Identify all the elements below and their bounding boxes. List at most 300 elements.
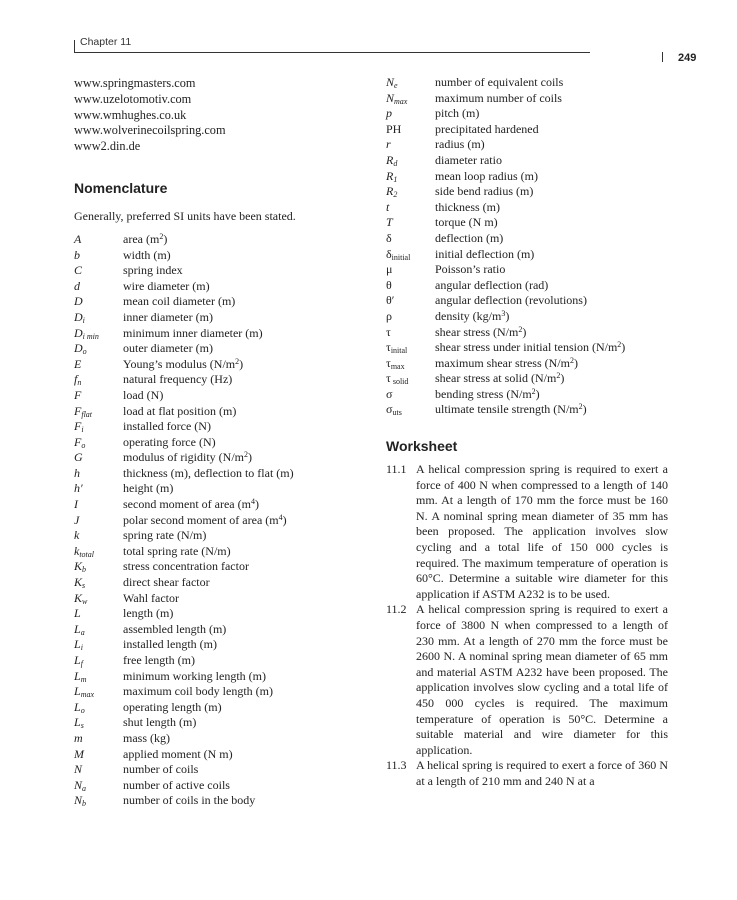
definition-text: modulus of rigidity (N/m [123,450,244,465]
nomenclature-definition [435,247,668,263]
symbol-base: J [74,512,80,527]
symbol-subscript: i min [82,331,99,341]
unit-exponent: 2 [244,450,248,460]
nomenclature-definition [435,325,668,341]
definition-tail: ) [621,340,626,355]
symbol-base: δ [386,246,392,261]
symbol-base: p [386,106,392,121]
nomenclature-row [74,466,364,482]
nomenclature-symbol [74,310,123,326]
nomenclature-row [74,294,364,310]
header-tick-right [662,52,663,62]
symbol-base: N [74,777,83,792]
definition-tail: ) [163,231,168,246]
definition-text: outer diameter (m) [123,341,213,356]
symbol-base: T [386,215,393,230]
definition-tail: ) [254,497,259,512]
symbol-subscript: o [81,440,86,450]
nomenclature-row [386,169,668,185]
symbol-base: N [74,762,83,777]
nomenclature-definition [435,75,668,91]
symbol-base: D [74,294,83,309]
symbol-base: A [74,231,82,246]
nomenclature-definition [123,404,364,420]
nomenclature-definition [123,419,364,435]
nomenclature-symbol [386,200,435,216]
symbol-subscript: d [393,158,398,168]
nomenclature-symbol [74,513,123,529]
nomenclature-row [74,606,364,622]
nomenclature-symbol [386,325,435,341]
symbol-subscript: w [82,596,88,606]
nomenclature-symbol [386,309,435,325]
symbol-base: K [74,559,83,574]
nomenclature-symbol [386,75,435,91]
symbol-base: δ [386,230,392,245]
symbol-base: F [74,419,82,434]
definition-text: precipitated hardened [435,121,539,136]
definition-text: number of equivalent coils [435,75,564,89]
unit-exponent: 2 [578,402,583,412]
nomenclature-symbol [74,669,123,685]
nomenclature-row [74,435,364,451]
nomenclature-symbol [74,450,123,466]
worksheet-item [386,462,668,602]
symbol-subscript: inital [390,346,408,356]
symbol-subscript: max [394,96,408,106]
nomenclature-definition [123,715,364,731]
nomenclature-symbol [386,153,435,169]
symbol-base: f [74,372,78,387]
symbol-base: F [74,403,82,418]
definition-text: load (N) [123,387,164,402]
nomenclature-row [386,325,668,341]
definition-tail: ) [573,355,578,370]
url-link[interactable]: www.wmhughes.co.uk [74,107,187,122]
symbol-subscript: m [80,674,87,684]
definition-text: shear stress (N/m [435,324,519,339]
symbol-base: E [74,356,82,371]
symbol-base: L [74,715,81,730]
definition-tail: ) [522,324,527,339]
nomenclature-row [386,91,668,107]
nomenclature-definition [435,169,668,185]
definition-tail: ) [248,450,252,465]
nomenclature-definition [123,528,364,544]
unit-exponent: 2 [159,231,164,241]
nomenclature-symbol [74,528,123,544]
symbol-subscript: b [82,799,87,809]
nomenclature-definition [123,450,364,466]
url-link[interactable]: www.wolverinecoilspring.com [74,123,226,138]
definition-text: total spring rate (N/m) [123,543,231,558]
nomenclature-row [74,497,364,513]
definition-text: radius (m) [435,137,485,152]
worksheet-item [386,602,668,758]
nomenclature-definition [123,310,364,326]
worksheet-item-number: 11.2 [386,602,407,617]
symbol-subscript: a [80,627,85,637]
nomenclature-row [386,340,668,356]
symbol-subscript: o [80,705,85,715]
symbol-base: τ [386,371,391,386]
nomenclature-symbol [386,169,435,185]
nomenclature-definition [123,793,364,809]
nomenclature-row [386,122,668,138]
unit-exponent: 2 [569,355,574,365]
nomenclature-symbol [74,637,123,653]
nomenclature-symbol [74,279,123,295]
nomenclature-row [74,715,364,731]
nomenclature-symbol [386,340,435,356]
symbol-subscript: f [80,659,83,669]
chapter-label: Chapter 11 [80,36,132,48]
nomenclature-symbol [74,248,123,264]
nomenclature-definition [123,637,364,653]
symbol-base: r [386,137,391,152]
nomenclature-row [74,793,364,809]
nomenclature-row [74,388,364,404]
nomenclature-row [74,544,364,560]
nomenclature-definition [123,294,364,310]
url-list [74,76,364,155]
definition-text: maximum number of coils [435,90,562,105]
definition-text: polar second moment of area (m [123,512,279,527]
symbol-subscript: o [82,347,87,357]
definition-text: installed force (N) [123,419,211,434]
symbol-base: D [74,309,83,324]
nomenclature-symbol [74,481,123,497]
url-link[interactable]: www2.din.de [74,139,141,154]
nomenclature-definition [435,122,668,138]
nomenclature-symbol [386,371,435,387]
nomenclature-row [386,278,668,294]
nomenclature-row [386,153,668,169]
nomenclature-definition [123,762,364,778]
nomenclature-row [74,279,364,295]
nomenclature-definition [435,91,668,107]
definition-text: free length (m) [123,653,195,668]
symbol-subscript: 2 [393,190,398,200]
nomenclature-definition [123,606,364,622]
nomenclature-row [386,231,668,247]
nomenclature-list-right [386,75,668,418]
page-number: 249 [678,52,697,64]
definition-tail: ) [535,386,540,401]
nomenclature-row [386,247,668,263]
symbol-base: K [74,590,83,605]
nomenclature-row [74,684,364,700]
nomenclature-intro: Generally, preferred SI units have been stated. [74,208,296,223]
symbol-base: C [74,263,83,278]
worksheet-heading: Worksheet [386,438,458,455]
symbol-base: PH [386,121,402,136]
nomenclature-symbol [74,326,123,342]
nomenclature-definition [435,340,668,356]
nomenclature-row [74,669,364,685]
nomenclature-definition [123,481,364,497]
definition-tail: ) [282,512,287,527]
nomenclature-definition [123,466,364,482]
symbol-base: μ [386,262,393,277]
symbol-base: M [74,746,84,761]
definition-text: side bend radius (m) [435,184,534,199]
symbol-base: L [74,668,81,683]
nomenclature-row [386,184,668,200]
nomenclature-row [74,248,364,264]
nomenclature-row [74,263,364,279]
symbol-base: k [74,543,80,558]
definition-text: ultimate tensile strength (N/m [435,402,579,417]
symbol-subscript: max [80,690,95,700]
nomenclature-symbol [74,653,123,669]
nomenclature-symbol [74,341,123,357]
nomenclature-definition [123,575,364,591]
nomenclature-symbol [386,184,435,200]
nomenclature-definition [123,731,364,747]
unit-exponent: 2 [235,356,240,366]
worksheet-item-number: 11.1 [386,462,407,477]
worksheet-item-text: A helical compression spring is required to exert a force of 3800 N when compressed to a length of 230 mm. At a length of 270 mm the force must be 2600 N. A nominal spring mean diameter of 65 mm and material ASTM A232 have been proposed. The application involves slow cycling and a total life of 450 000 cycles is required. The maximum temperature of operation is 50°C. Determine a suitable material and wire diameter for this application. [416,602,668,757]
symbol-subscript: a [82,783,87,793]
nomenclature-symbol [74,575,123,591]
nomenclature-definition [123,544,364,560]
definition-text: applied moment (N m) [123,746,233,761]
symbol-subscript: total [79,549,94,559]
symbol-base: b [74,247,80,262]
url-link[interactable]: www.springmasters.com [74,76,196,90]
unit-exponent: 4 [278,512,283,522]
nomenclature-row [386,200,668,216]
nomenclature-definition [435,231,668,247]
nomenclature-definition [123,653,364,669]
nomenclature-row [74,591,364,607]
url-link[interactable]: www.uzelotomotiv.com [74,91,192,106]
definition-text: inner diameter (m) [123,309,213,324]
left-column [74,76,364,809]
nomenclature-definition [123,778,364,794]
nomenclature-row [386,106,668,122]
symbol-subscript: max [390,361,405,371]
nomenclature-symbol [74,435,123,451]
nomenclature-row [74,637,364,653]
definition-text: maximum shear stress (N/m [435,355,570,370]
nomenclature-symbol [386,387,435,403]
definition-text: Young’s modulus (N/m [123,356,236,371]
nomenclature-symbol [386,137,435,153]
worksheet-item-text: A helical spring is required to exert a force of 360 N at a length of 210 mm and 240 N at a [416,758,668,788]
definition-text: pitch (m) [435,106,480,121]
symbol-base: L [74,606,81,621]
unit-exponent: 2 [518,324,523,334]
definition-text: minimum inner diameter (m) [123,325,263,340]
nomenclature-row [74,653,364,669]
worksheet-list [386,462,668,789]
nomenclature-row [386,387,668,403]
symbol-base: L [74,653,81,668]
nomenclature-symbol [386,106,435,122]
nomenclature-row [74,450,364,466]
nomenclature-symbol [74,684,123,700]
worksheet-item-number: 11.3 [386,758,407,773]
nomenclature-definition [435,106,668,122]
nomenclature-symbol [74,404,123,420]
symbol-subscript: uts [392,408,402,418]
nomenclature-definition [435,200,668,216]
nomenclature-definition [123,263,364,279]
symbol-subscript: s [80,721,84,731]
definition-text: operating length (m) [123,699,222,714]
nomenclature-definition [435,184,668,200]
definition-text: mass (kg) [123,730,170,745]
definition-text: area (m [123,231,160,246]
definition-text: thickness (m), deflection to flat (m) [123,465,294,480]
definition-text: deflection (m) [435,230,504,245]
symbol-base: L [74,621,81,636]
definition-text: spring index [123,263,183,278]
unit-exponent: 3 [501,308,506,318]
symbol-base: K [74,575,83,590]
unit-exponent: 2 [531,386,536,396]
nomenclature-row [386,75,668,91]
unit-exponent: 2 [617,340,622,350]
symbol-subscript: initial [391,252,411,262]
definition-tail: ) [239,356,244,371]
symbol-base: N [74,793,83,808]
nomenclature-definition [123,622,364,638]
nomenclature-definition [123,388,364,404]
symbol-subscript: flat [81,409,93,419]
definition-text: width (m) [123,247,171,262]
definition-text: length (m) [123,606,174,621]
nomenclature-row [74,513,364,529]
definition-text: mean loop radius (m) [435,168,538,183]
nomenclature-row [74,357,364,373]
symbol-base: h [74,465,80,480]
symbol-base: D [74,325,83,340]
nomenclature-definition [123,497,364,513]
symbol-base: k [74,528,80,543]
nomenclature-definition [123,248,364,264]
definition-text: natural frequency (Hz) [123,372,233,387]
nomenclature-symbol [386,402,435,418]
definition-tail: ) [582,402,587,417]
nomenclature-row [386,356,668,372]
symbol-base: N [386,90,395,105]
nomenclature-definition [435,356,668,372]
nomenclature-definition [123,372,364,388]
nomenclature-symbol [74,372,123,388]
definition-text: installed length (m) [123,637,217,652]
definition-text: angular deflection (revolutions) [435,293,587,308]
nomenclature-row [74,372,364,388]
definition-text: initial deflection (m) [435,246,535,261]
definition-text: density (kg/m [435,308,502,323]
symbol-subscript: 1 [393,174,398,184]
nomenclature-row [386,402,668,418]
definition-text: mean coil diameter (m) [123,294,236,309]
nomenclature-row [386,293,668,309]
nomenclature-row [74,481,364,497]
definition-text: spring rate (N/m) [123,528,207,543]
nomenclature-heading: Nomenclature [74,179,168,196]
symbol-base: t [386,199,390,214]
right-column [386,75,668,790]
nomenclature-definition [123,341,364,357]
definition-text: operating force (N) [123,434,216,449]
nomenclature-symbol [386,247,435,263]
definition-text: number of coils [123,762,199,777]
definition-text: wire diameter (m) [123,278,210,293]
symbol-base: L [74,637,81,652]
nomenclature-symbol [386,262,435,278]
nomenclature-symbol [74,715,123,731]
unit-exponent: 2 [556,371,561,381]
nomenclature-symbol [74,778,123,794]
nomenclature-definition [435,387,668,403]
nomenclature-definition [435,402,668,418]
nomenclature-definition [435,371,668,387]
definition-text: number of coils in the body [123,793,256,808]
symbol-subscript: e [394,81,398,90]
definition-text: torque (N m) [435,215,498,230]
nomenclature-symbol [74,357,123,373]
symbol-subscript: i [82,315,85,325]
nomenclature-definition [123,357,364,373]
nomenclature-definition [123,591,364,607]
definition-tail: ) [560,371,565,386]
definition-tail: ) [505,308,510,323]
nomenclature-row [74,762,364,778]
symbol-base: G [74,450,83,465]
worksheet-item [386,758,668,789]
nomenclature-row [74,731,364,747]
nomenclature-symbol [74,606,123,622]
symbol-base: R [386,184,394,199]
nomenclature-definition [123,326,364,342]
nomenclature-row [386,137,668,153]
nomenclature-row [74,404,364,420]
symbol-base: L [74,699,81,714]
definition-text: thickness (m) [435,199,500,214]
nomenclature-definition [123,700,364,716]
symbol-base: θ′ [386,293,395,308]
symbol-base: F [74,387,82,402]
definition-text: shut length (m) [123,715,197,730]
nomenclature-row [74,559,364,575]
definition-text: minimum working length (m) [123,668,266,683]
nomenclature-definition [123,435,364,451]
definition-text: Poisson’s ratio [435,262,506,277]
nomenclature-definition [435,153,668,169]
definition-text: stress concentration factor [123,559,249,574]
nomenclature-symbol [74,700,123,716]
nomenclature-row [74,419,364,435]
symbol-subscript: i [81,425,84,435]
nomenclature-symbol [386,293,435,309]
definition-text: shear stress under initial tension (N/m [435,340,618,355]
symbol-base: R [386,168,394,183]
nomenclature-definition [123,513,364,529]
nomenclature-symbol [74,419,123,435]
symbol-base: σ [386,386,393,401]
nomenclature-symbol [74,294,123,310]
nomenclature-symbol [74,747,123,763]
symbol-base: m [74,730,83,745]
nomenclature-row [386,371,668,387]
nomenclature-symbol [386,122,435,138]
nomenclature-row [74,326,364,342]
